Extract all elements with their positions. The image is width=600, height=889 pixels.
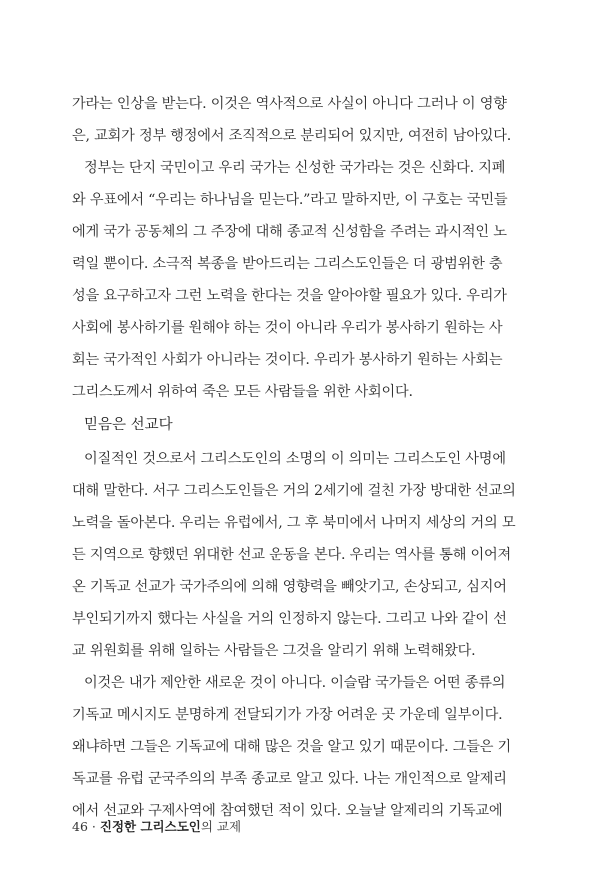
text-line: 회는 국가적인 사회가 아니라는 것이다. 우리가 봉사하기 원하는 사회는 <box>72 352 503 368</box>
book-title-suffix: 의 교제 <box>200 819 242 834</box>
text-line: 사회에 봉사하기를 원해야 하는 것이 아니라 우리가 봉사하기 원하는 사 <box>72 320 503 336</box>
text-line: 에게 국가 공동체의 그 주장에 대해 종교적 신성함을 주려는 과시적인 노 <box>72 224 507 240</box>
text-line: 기독교 메시지도 분명하게 전달되기가 가장 어려운 곳 가운데 일부이다. <box>72 707 503 723</box>
text-line: 교 위원회를 위해 일하는 사람들은 그것을 알리기 위해 노력해왔다. <box>72 643 476 659</box>
text-line: 부인되기까지 했다는 사실을 거의 인정하지 않는다. 그리고 나와 같이 선 <box>72 611 507 627</box>
text-line: 력일 뿐이다. 소극적 복종을 받아드리는 그리스도인들은 더 광범위한 충 <box>72 256 503 272</box>
text-line: 가라는 인상을 받는다. 이것은 역사적으로 사실이 아니다 그러나 이 영향 <box>72 96 507 112</box>
text-line: 에서 선교와 구제사역에 참여했던 적이 있다. 오늘날 알제리의 기독교에 <box>72 803 503 819</box>
text-line: 대해 말한다. 서구 그리스도인들은 거의 2세기에 걸친 가장 방대한 선교의 <box>72 483 516 499</box>
text-line: 성을 요구하고자 그런 노력을 한다는 것을 알아야할 필요가 있다. 우리가 <box>72 288 507 304</box>
text-line: 노력을 돌아본다. 우리는 유럽에서, 그 후 북미에서 나머지 세상의 거의 모 <box>72 515 516 531</box>
section-heading: 믿음은 선교다 <box>84 417 173 433</box>
text-line: 든 지역으로 향했던 위대한 선교 운동을 본다. 우리는 역사를 통해 이어져 <box>72 547 512 563</box>
text-line: 정부는 단지 국민이고 우리 국가는 신성한 국가라는 것은 신화다. 지폐 <box>84 160 506 176</box>
text-line: 그리스도께서 위하여 죽은 모든 사람들을 위한 사회이다. <box>72 384 413 400</box>
book-title: 진정한 그리스도인 <box>99 819 201 834</box>
text-line: 온 기독교 선교가 국가주의에 의해 영향력을 빼앗기고, 손상되고, 심지어 <box>72 579 507 595</box>
page-footer <box>72 819 241 835</box>
text-line: 은, 교회가 정부 행정에서 조직적으로 분리되어 있지만, 여전히 남아있다. <box>72 128 512 144</box>
text-line: 왜냐하면 그들은 기독교에 대해 많은 것을 알고 있기 때문이다. 그들은 기 <box>72 739 512 755</box>
text-line: 독교를 유럽 군국주의의 부족 종교로 알고 있다. 나는 개인적으로 알제리 <box>72 771 507 787</box>
text-line: 이것은 내가 제안한 새로운 것이 아니다. 이슬람 국가들은 어떤 종류의 <box>84 675 506 691</box>
page-number: 46 <box>72 819 88 834</box>
text-line: 이질적인 것으로서 그리스도인의 소명의 이 의미는 그리스도인 사명에 <box>84 451 506 467</box>
text-line: 와 우표에서 “우리는 하나님을 믿는다.”라고 말하지만, 이 구호는 국민들 <box>72 192 508 208</box>
footer-separator: · <box>91 819 96 834</box>
